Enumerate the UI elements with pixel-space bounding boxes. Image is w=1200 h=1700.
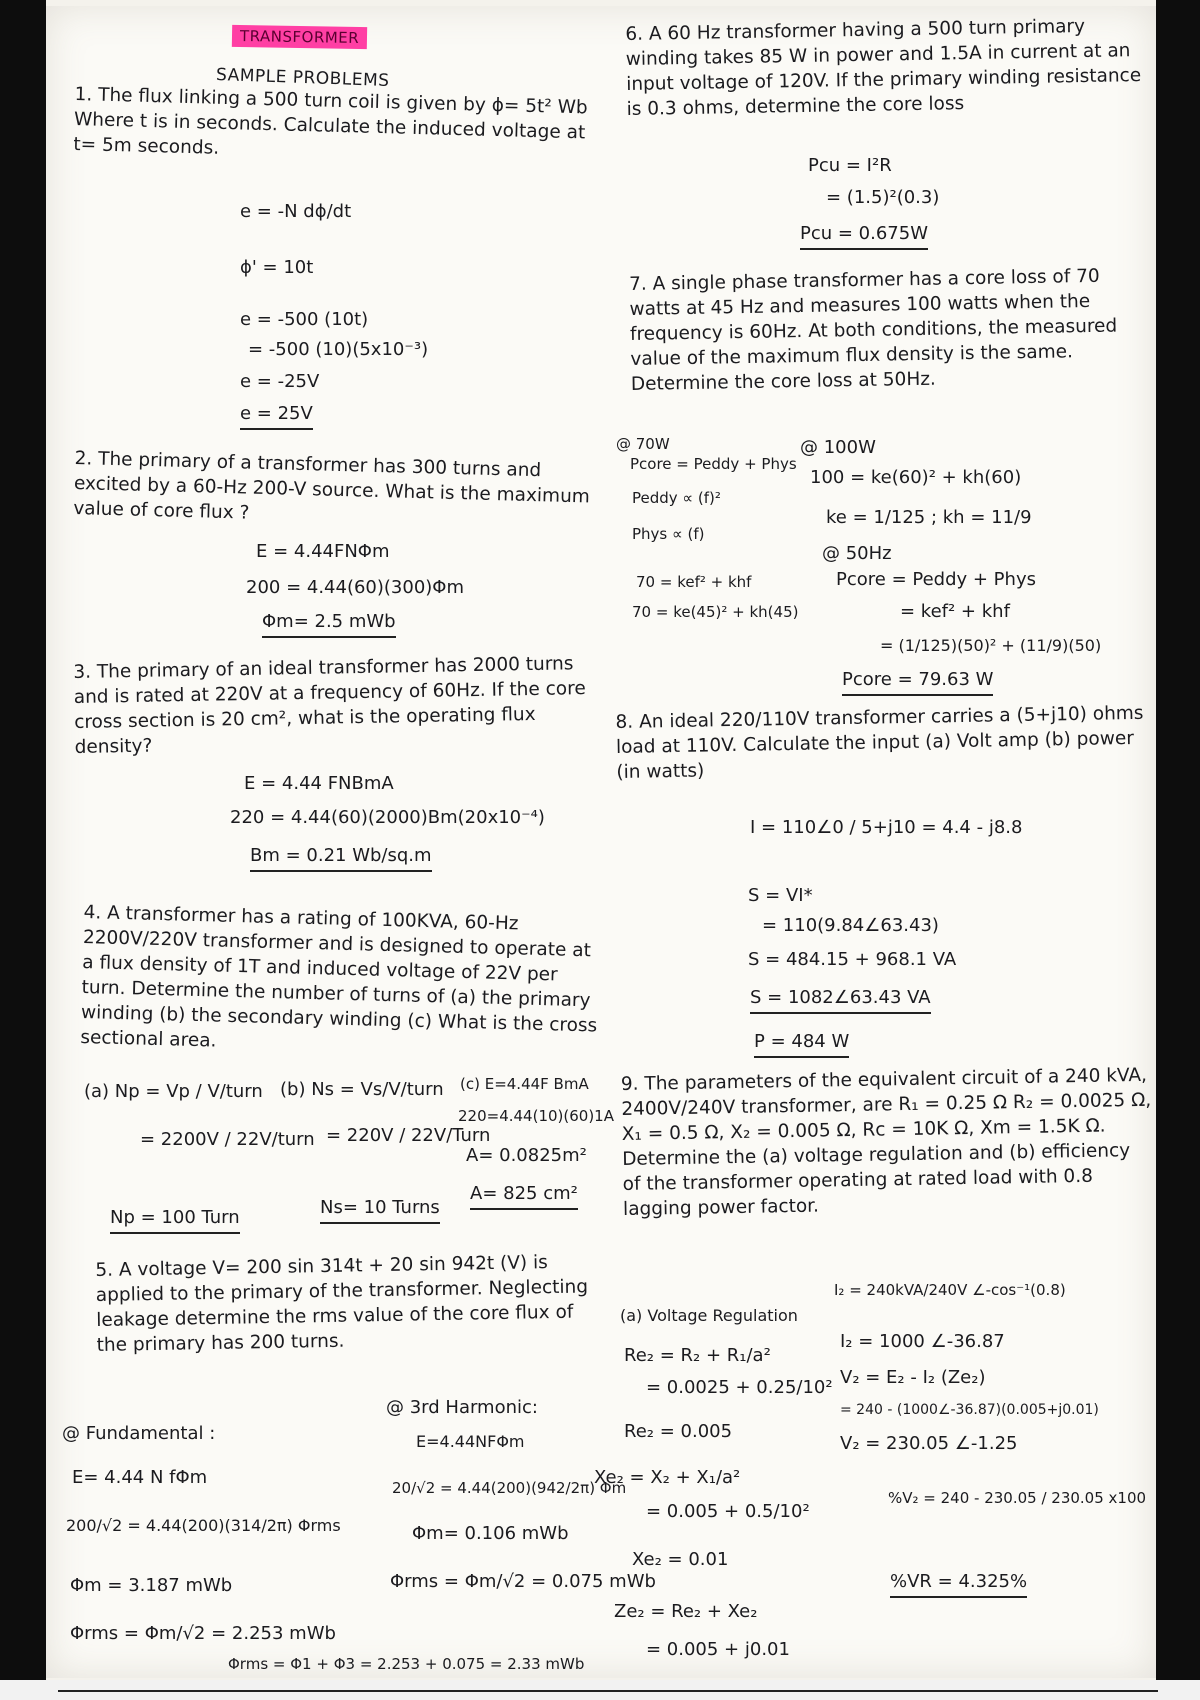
p9-left-step: = 0.005 + j0.01 — [646, 1639, 790, 1660]
p1-step: e = -500 (10t) — [240, 309, 369, 330]
p5-fund-answer: Φrms = Φm/√2 = 2.253 mWb — [70, 1623, 336, 1644]
p8-answer-p: P = 484 W — [754, 1030, 849, 1058]
problem-1-statement: 1. The flux linking a 500 turn coil is given by ϕ= 5t² Wb Where t is in seconds. Calculate the induced voltage at t= 5m seconds. — [73, 84, 588, 159]
problem-6-statement: 6. A 60 Hz transformer having a 500 turn primary winding takes 85 W in power and 1.5A in current at an input voltage of 120V. If the primary winding resistance is 0.3 ohms, determine the core loss — [625, 15, 1142, 120]
p5-fund-step: E= 4.44 N fΦm — [72, 1467, 208, 1488]
scan-border-right — [1156, 0, 1200, 1700]
p5-third-step: Φm= 0.106 mWb — [412, 1523, 569, 1544]
p7-left-step: 70 = ke(45)² + kh(45) — [632, 603, 799, 621]
page-rule — [58, 1690, 1158, 1692]
p9-right-step: V₂ = 230.05 ∠-1.25 — [840, 1433, 1018, 1454]
p7-answer: Pcore = 79.63 W — [842, 668, 993, 696]
p9-left-step: Xe₂ = X₂ + X₁/a² — [594, 1467, 741, 1488]
p9-answer: %VR = 4.325% — [890, 1570, 1027, 1598]
p9-right-step: I₂ = 1000 ∠-36.87 — [840, 1331, 1005, 1352]
p5-fund-step: 200/√2 = 4.44(200)(314/2π) Φrms — [66, 1516, 341, 1535]
p5-fund-step: Φm = 3.187 mWb — [70, 1575, 233, 1596]
p5-fund-step: @ Fundamental : — [62, 1423, 216, 1444]
p7-left-step: Pcore = Peddy + Phys — [630, 455, 797, 473]
problem-5-statement: 5. A voltage V= 200 sin 314t + 20 sin 942t (V) is applied to the primary of the transformer. Neglecting leakage determine the rms value of the core flux of the primary has 200 turns. — [95, 1252, 589, 1356]
p9-left-step: Xe₂ = 0.01 — [632, 1549, 729, 1570]
p9-left-step: (a) Voltage Regulation — [620, 1306, 798, 1325]
p5-total: Φrms = Φ1 + Φ3 = 2.253 + 0.075 = 2.33 mWb — [228, 1655, 585, 1673]
p4c-step: (c) E=4.44F BmA — [460, 1075, 589, 1093]
p7-left-step: 70 = kef² + khf — [636, 573, 752, 591]
p9-left-step: = 0.005 + 0.5/10² — [646, 1501, 810, 1522]
problem-4-statement: 4. A transformer has a rating of 100KVA, 60-Hz 2200V/220V transformer and is designed to operate at a flux density of 1T and induced voltage of 22V per turn. Determine the number of turns of (a) the primary winding (b) the secondary winding (c) What is the cross sectional area. — [80, 902, 598, 1052]
p2-step: 200 = 4.44(60)(300)Φm — [246, 577, 465, 598]
p3-step: 220 = 4.44(60)(2000)Bm(20x10⁻⁴) — [230, 807, 545, 828]
p4b-step: = 220V / 22V/Turn — [326, 1125, 491, 1146]
p9-left-step: = 0.0025 + 0.25/10² — [646, 1377, 833, 1398]
p3-step: E = 4.44 FNBmA — [244, 773, 394, 794]
p8-step: S = 484.15 + 968.1 VA — [748, 949, 957, 970]
p7-right-step: @ 50Hz — [822, 543, 892, 564]
p5-third-step: E=4.44NFΦm — [416, 1432, 525, 1451]
p8-step: I = 110∠0 / 5+j10 = 4.4 - j8.8 — [750, 817, 1023, 838]
scan-border-left — [0, 0, 46, 1700]
p5-third-answer: Φrms = Φm/√2 = 0.075 mWb — [390, 1571, 656, 1592]
p7-left-step: Phys ∝ (f) — [632, 525, 705, 543]
p9-right-step: = 240 - (1000∠-36.87)(0.005+j0.01) — [840, 1402, 1099, 1418]
p6-answer: Pcu = 0.675W — [800, 222, 928, 250]
highlighted-title: TRANSFORMER — [232, 25, 368, 49]
p4a-step: (a) Np = Vp / V/turn — [84, 1081, 263, 1102]
problem-9-statement: 9. The parameters of the equivalent circuit of a 240 kVA, 2400V/240V transformer, are R₁ = 0.25 Ω R₂ = 0.0025 Ω, X₁ = 0.5 Ω, X₂ = 0.005 Ω, Rc = 10K Ω, Xm = 1.5K Ω. Determine the (a) voltage regulation and (b) efficiency of the transformer operating at rated load with 0.8 lagging power factor. — [620, 1064, 1152, 1220]
p7-left-step: Peddy ∝ (f)² — [632, 489, 721, 507]
p7-right-step: ke = 1/125 ; kh = 11/9 — [826, 507, 1032, 528]
problem-2-statement: 2. The primary of a transformer has 300 turns and excited by a 60-Hz 200-V source. What is the maximum value of core flux ? — [73, 448, 591, 524]
p4b-step: (b) Ns = Vs/V/turn — [280, 1079, 444, 1100]
p8-step: = 110(9.84∠63.43) — [762, 915, 939, 936]
p9-right-step: %V₂ = 240 - 230.05 / 230.05 x100 — [888, 1489, 1147, 1507]
problem-8-statement: 8. An ideal 220/110V transformer carries a (5+j10) ohms load at 110V. Calculate the input (a) Volt amp (b) power (in watts) — [615, 702, 1144, 783]
p4a-answer: Np = 100 Turn — [110, 1206, 240, 1234]
p9-left-step: Ze₂ = Re₂ + Xe₂ — [614, 1601, 758, 1622]
p1-step: e = -N dϕ/dt — [240, 201, 352, 222]
p6-step: Pcu = I²R — [808, 155, 892, 176]
p4c-step: 220=4.44(10)(60)1A — [458, 1107, 614, 1125]
p3-answer: Bm = 0.21 Wb/sq.m — [250, 844, 432, 872]
p6-step: = (1.5)²(0.3) — [826, 187, 940, 208]
p9-left-step: Re₂ = 0.005 — [624, 1421, 733, 1442]
problem-3-statement: 3. The primary of an ideal transformer has 2000 turns and is rated at 220V at a frequency of 60Hz. If the core cross section is 20 cm², what is the operating flux density? — [73, 653, 586, 758]
p4b-answer: Ns= 10 Turns — [320, 1196, 440, 1224]
page-subtitle: SAMPLE PROBLEMS — [215, 64, 390, 92]
p2-step: E = 4.44FNΦm — [256, 541, 390, 562]
p4c-step: A= 0.0825m² — [466, 1145, 587, 1166]
p8-step: S = VI* — [748, 885, 813, 906]
p5-third-step: 20/√2 = 4.44(200)(942/2π) Φm — [392, 1479, 627, 1497]
p2-answer: Φm= 2.5 mWb — [262, 610, 396, 638]
p4a-step: = 2200V / 22V/turn — [140, 1129, 315, 1150]
p7-right-step: = (1/125)(50)² + (11/9)(50) — [880, 636, 1102, 655]
p9-left-step: Re₂ = R₂ + R₁/a² — [624, 1345, 771, 1366]
p7-right-step: @ 100W — [800, 437, 876, 458]
problem-7-statement: 7. A single phase transformer has a core loss of 70 watts at 45 Hz and measures 100 watts when the frequency is 60Hz. At both conditions, the measured value of the maximum flux density is the same. Determine the core loss at 50Hz. — [628, 265, 1118, 395]
p1-step: e = -25V — [240, 371, 320, 392]
p9-right-step: I₂ = 240kVA/240V ∠-cos⁻¹(0.8) — [834, 1281, 1066, 1299]
p7-right-step: = kef² + khf — [900, 601, 1010, 622]
p5-third-step: @ 3rd Harmonic: — [386, 1397, 538, 1418]
p1-step: ϕ' = 10t — [240, 257, 314, 278]
p1-step: = -500 (10)(5x10⁻³) — [248, 339, 429, 360]
p7-right-step: Pcore = Peddy + Phys — [836, 569, 1036, 590]
p9-right-step: V₂ = E₂ - I₂ (Ze₂) — [840, 1367, 986, 1388]
p1-answer: e = 25V — [240, 402, 313, 430]
p8-answer-s: S = 1082∠63.43 VA — [750, 986, 931, 1014]
p7-right-step: 100 = ke(60)² + kh(60) — [810, 467, 1022, 488]
p7-left-step: @ 70W — [616, 435, 670, 453]
p4c-answer: A= 825 cm² — [470, 1182, 578, 1210]
